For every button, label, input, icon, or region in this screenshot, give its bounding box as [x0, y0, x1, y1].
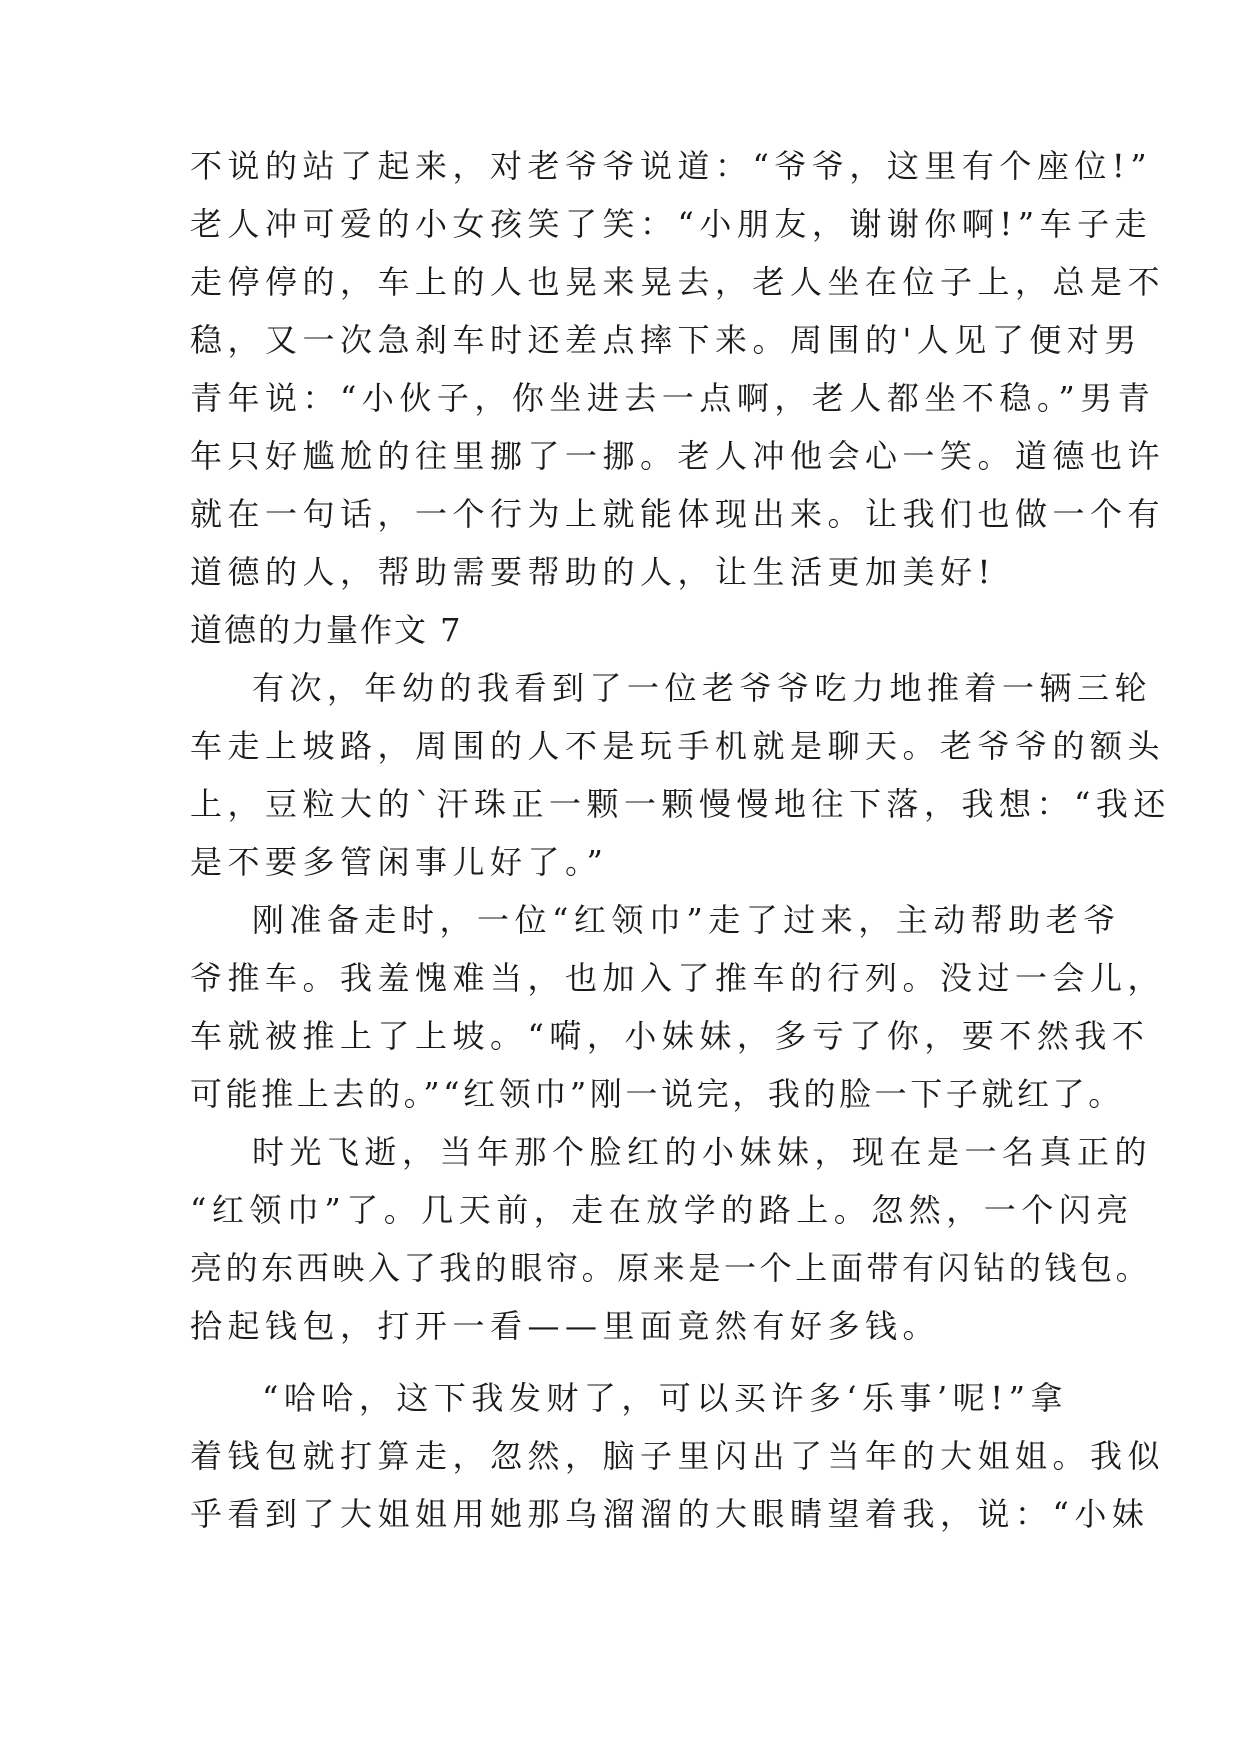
text-line: 青年说：“小伙子，你坐进去一点啊，老人都坐不稳。”男青	[190, 379, 1156, 417]
text-line: 年只好尴尬的往里挪了一挪。老人冲他会心一笑。道德也许	[190, 437, 1166, 475]
text-line: 上，豆粒大的`汗珠正一颗一颗慢慢地往下落，我想：“我还	[190, 785, 1171, 823]
text-line: 老人冲可爱的小女孩笑了笑：“小朋友，谢谢你啊!”车子走	[190, 205, 1153, 243]
text-line: 爷推车。我羞愧难当，也加入了推车的行列。没过一会儿，	[190, 959, 1166, 997]
text-line: 道德的人，帮助需要帮助的人，让生活更加美好!	[190, 553, 996, 591]
text-line: 车走上坡路，周围的人不是玩手机就是聊天。老爷爷的额头	[190, 727, 1166, 765]
text-line: 亮的东西映入了我的眼帘。原来是一个上面带有闪钻的钱包。	[190, 1249, 1152, 1287]
text-line: 时光飞逝，当年那个脸红的小妹妹，现在是一名真正的	[252, 1133, 1153, 1171]
text-line: 可能推上去的。”“红领巾”刚一说完，我的脸一下子就红了。	[190, 1075, 1124, 1113]
text-line: 走停停的，车上的人也晃来晃去，老人坐在位子上，总是不	[190, 263, 1166, 301]
text-line: 不说的站了起来，对老爷爷说道：“爷爷，这里有个座位!”	[190, 147, 1153, 185]
section-heading: 道德的力量作文 7	[190, 611, 463, 649]
text-line: 拾起钱包，打开一看——里面竟然有好多钱。	[190, 1307, 941, 1345]
text-line: 稳，又一次急刹车时还差点摔下来。周围的'人见了便对男	[190, 321, 1142, 359]
text-line: 就在一句话，一个行为上就能体现出来。让我们也做一个有	[190, 495, 1166, 533]
text-line: “红领巾”了。几天前，走在放学的路上。忽然，一个闪亮	[190, 1191, 1134, 1229]
text-line: 是不要多管闲事儿好了。”	[190, 843, 609, 881]
text-line: 着钱包就打算走，忽然，脑子里闪出了当年的大姐姐。我似	[190, 1437, 1166, 1475]
text-line: 有次，年幼的我看到了一位老爷爷吃力地推着一辆三轮	[252, 669, 1153, 707]
text-line: 车就被推上了上坡。“嗬，小妹妹，多亏了你，要不然我不	[190, 1017, 1150, 1055]
text-line: “哈哈，这下我发财了，可以买许多‘乐事’呢!”拿	[262, 1379, 1068, 1417]
text-line: 乎看到了大姐姐用她那乌溜溜的大眼睛望着我，说：“小妹	[190, 1495, 1150, 1533]
text-line: 刚准备走时，一位“红领巾”走了过来，主动帮助老爷	[252, 901, 1121, 939]
